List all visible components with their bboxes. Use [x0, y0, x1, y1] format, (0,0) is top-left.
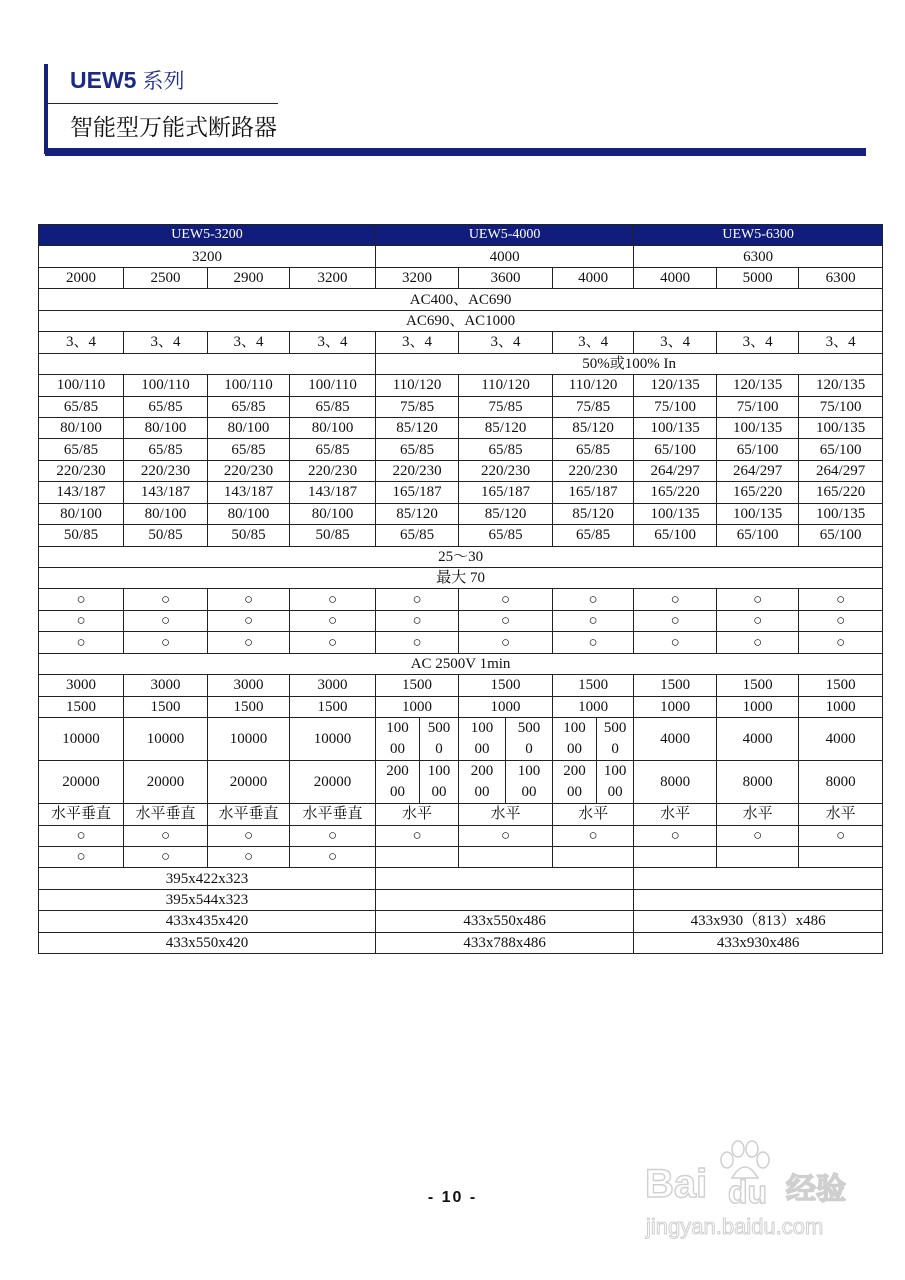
table-cell: 水平	[553, 804, 634, 825]
table-cell: 85/120	[376, 503, 459, 524]
empty-cell	[376, 889, 634, 910]
table-cell: 65/85	[290, 439, 376, 460]
included-mark-cell: ○	[124, 846, 208, 867]
table-row	[39, 889, 883, 910]
table-cell: 65/85	[459, 439, 553, 460]
table-row	[39, 761, 883, 804]
table-cell: 85/120	[553, 503, 634, 524]
table-cell: 3000	[290, 675, 376, 696]
table-row	[39, 546, 883, 567]
included-mark-cell: ○	[39, 825, 124, 846]
included-mark-cell: ○	[459, 589, 553, 610]
table-cell: 75/100	[717, 396, 799, 417]
table-cell: 143/187	[290, 482, 376, 503]
table-row	[39, 353, 883, 374]
table-cell: 2000	[39, 267, 124, 288]
included-mark-cell: ○	[376, 589, 459, 610]
table-row	[39, 932, 883, 953]
wrapped-cell-value: 10000	[563, 720, 586, 758]
table-cell: 10000	[124, 718, 208, 761]
table-row	[39, 804, 883, 825]
table-cell: 80/100	[39, 417, 124, 438]
table-cell: 143/187	[39, 482, 124, 503]
table-cell: 65/85	[124, 439, 208, 460]
table-cell: 85/120	[376, 417, 459, 438]
included-mark-cell: ○	[553, 589, 634, 610]
table-cell: 1500	[124, 696, 208, 717]
table-cell: 85/120	[553, 417, 634, 438]
table-cell: 1500	[717, 675, 799, 696]
table-row	[39, 417, 883, 438]
table-cell: 4000	[634, 267, 717, 288]
wrapped-cell-value: 10000	[517, 763, 541, 801]
empty-cell	[717, 846, 799, 867]
model-header-cell: UEW5-6300	[634, 225, 883, 246]
table-cell: 3、4	[553, 332, 634, 353]
table-cell: 4000	[799, 718, 883, 761]
table-cell: 20000	[208, 761, 290, 804]
included-mark-cell: ○	[459, 825, 553, 846]
table-cell: 110/120	[553, 375, 634, 396]
table-cell: 50%或100% In	[376, 353, 883, 374]
table-cell: 65/100	[799, 439, 883, 460]
included-mark-cell: ○	[634, 589, 717, 610]
table-cell: 100/135	[717, 503, 799, 524]
included-mark-cell: ○	[376, 825, 459, 846]
included-mark-cell: ○	[717, 589, 799, 610]
table-cell: 100/110	[124, 375, 208, 396]
table-cell: 433x930x486	[634, 932, 883, 953]
empty-cell	[799, 846, 883, 867]
included-mark-cell: ○	[208, 825, 290, 846]
table-row	[39, 610, 883, 631]
table-cell: 165/187	[553, 482, 634, 503]
table-cell: 25～30	[39, 546, 883, 567]
wrapped-cell-value: 5000	[517, 720, 541, 758]
included-mark-cell: ○	[39, 589, 124, 610]
model-header-cell: UEW5-4000	[376, 225, 634, 246]
table-cell: 75/100	[634, 396, 717, 417]
table-cell: 65/85	[290, 396, 376, 417]
table-cell: 1500	[39, 696, 124, 717]
model-header-cell: UEW5-3200	[39, 225, 376, 246]
table-cell	[420, 718, 459, 761]
included-mark-cell: ○	[376, 632, 459, 653]
empty-cell	[459, 846, 553, 867]
table-cell: 110/120	[376, 375, 459, 396]
empty-cell	[634, 868, 883, 889]
spec-table-body	[39, 225, 883, 954]
table-cell: 3、4	[799, 332, 883, 353]
table-cell: 165/220	[717, 482, 799, 503]
table-cell: 100/135	[799, 503, 883, 524]
included-mark-cell: ○	[208, 846, 290, 867]
included-mark-cell: ○	[799, 632, 883, 653]
table-row	[39, 868, 883, 889]
table-cell: 1500	[208, 696, 290, 717]
wrapped-cell-value: 5000	[603, 720, 627, 758]
table-cell: 3200	[376, 267, 459, 288]
table-cell: 1500	[290, 696, 376, 717]
table-row	[39, 632, 883, 653]
table-row	[39, 525, 883, 546]
table-cell: 65/85	[376, 439, 459, 460]
table-cell: 20000	[39, 761, 124, 804]
table-cell: 80/100	[290, 417, 376, 438]
table-cell: 75/85	[553, 396, 634, 417]
table-cell: 100/110	[39, 375, 124, 396]
table-cell: 8000	[717, 761, 799, 804]
watermark-brand-right: du	[728, 1174, 768, 1210]
table-cell: 220/230	[459, 460, 553, 481]
table-row	[39, 310, 883, 331]
included-mark-cell: ○	[459, 610, 553, 631]
table-cell: 20000	[124, 761, 208, 804]
table-cell: 65/100	[717, 439, 799, 460]
table-cell: 100/135	[634, 503, 717, 524]
table-cell: 5000	[717, 267, 799, 288]
wrapped-cell-value: 10000	[427, 763, 451, 801]
table-cell: 65/85	[208, 396, 290, 417]
table-cell: 3、4	[39, 332, 124, 353]
table-cell: 395x544x323	[39, 889, 376, 910]
table-cell: 220/230	[290, 460, 376, 481]
table-cell: 143/187	[124, 482, 208, 503]
table-cell: 1500	[634, 675, 717, 696]
table-cell: 85/120	[459, 417, 553, 438]
table-cell: 1500	[799, 675, 883, 696]
table-cell: 水平	[799, 804, 883, 825]
table-cell: 120/135	[799, 375, 883, 396]
table-cell: 100/135	[634, 417, 717, 438]
table-cell: 3、4	[208, 332, 290, 353]
table-row	[39, 482, 883, 503]
watermark-url: jingyan.baidu.com	[646, 1214, 824, 1239]
table-cell	[506, 761, 553, 804]
table-cell: 1000	[459, 696, 553, 717]
wrapped-cell-value: 10000	[386, 720, 409, 758]
table-cell: 水平垂直	[124, 804, 208, 825]
included-mark-cell: ○	[208, 589, 290, 610]
table-cell	[597, 761, 634, 804]
table-cell: 4000	[376, 246, 634, 267]
empty-cell	[553, 846, 634, 867]
table-cell: 433x550x420	[39, 932, 376, 953]
page-title: 智能型万能式断路器	[70, 115, 277, 141]
table-row	[39, 460, 883, 481]
table-cell: 水平垂直	[290, 804, 376, 825]
table-row	[39, 911, 883, 932]
table-cell: 50/85	[39, 525, 124, 546]
table-cell: 264/297	[634, 460, 717, 481]
included-mark-cell: ○	[717, 610, 799, 631]
included-mark-cell: ○	[208, 610, 290, 631]
table-row	[39, 375, 883, 396]
table-cell: 433x788x486	[376, 932, 634, 953]
table-cell: 3000	[124, 675, 208, 696]
table-cell: 220/230	[376, 460, 459, 481]
table-cell	[597, 718, 634, 761]
included-mark-cell: ○	[634, 610, 717, 631]
table-cell: 65/85	[39, 396, 124, 417]
table-cell: 80/100	[208, 417, 290, 438]
table-cell: 3、4	[376, 332, 459, 353]
included-mark-cell: ○	[376, 610, 459, 631]
table-row	[39, 696, 883, 717]
table-cell: 1000	[799, 696, 883, 717]
header-divider-bar	[45, 148, 866, 156]
table-cell: 264/297	[799, 460, 883, 481]
title-underline	[45, 103, 278, 104]
table-cell: 75/85	[376, 396, 459, 417]
series-suffix: 系列	[142, 69, 185, 93]
table-cell: 水平	[634, 804, 717, 825]
included-mark-cell: ○	[553, 610, 634, 631]
table-cell	[506, 718, 553, 761]
table-cell: 50/85	[124, 525, 208, 546]
included-mark-cell: ○	[799, 825, 883, 846]
table-cell: 3600	[459, 267, 553, 288]
table-cell: 8000	[799, 761, 883, 804]
table-cell: 100/110	[208, 375, 290, 396]
included-mark-cell: ○	[124, 632, 208, 653]
included-mark-cell: ○	[39, 632, 124, 653]
series-code: UEW5	[70, 67, 137, 93]
table-cell: 1000	[717, 696, 799, 717]
table-cell: 2500	[124, 267, 208, 288]
table-cell: 6300	[799, 267, 883, 288]
table-cell: 65/85	[459, 525, 553, 546]
table-cell: 65/85	[553, 525, 634, 546]
included-mark-cell: ○	[799, 610, 883, 631]
wrapped-cell-value: 20000	[470, 763, 494, 801]
included-mark-cell: ○	[799, 589, 883, 610]
table-cell: 85/120	[459, 503, 553, 524]
included-mark-cell: ○	[717, 825, 799, 846]
included-mark-cell: ○	[290, 610, 376, 631]
table-cell: 1500	[376, 675, 459, 696]
table-cell: 100/110	[290, 375, 376, 396]
included-mark-cell: ○	[717, 632, 799, 653]
table-cell: 110/120	[459, 375, 553, 396]
included-mark-cell: ○	[208, 632, 290, 653]
table-cell: 433x435x420	[39, 911, 376, 932]
table-cell: 6300	[634, 246, 883, 267]
table-cell	[376, 718, 420, 761]
table-cell: 65/100	[634, 439, 717, 460]
table-row	[39, 439, 883, 460]
included-mark-cell: ○	[124, 825, 208, 846]
table-cell: 3、4	[459, 332, 553, 353]
included-mark-cell: ○	[290, 825, 376, 846]
spec-table	[38, 224, 883, 954]
table-cell: 4000	[634, 718, 717, 761]
table-cell: AC 2500V 1min	[39, 653, 883, 674]
table-cell: 80/100	[39, 503, 124, 524]
table-cell: 65/85	[553, 439, 634, 460]
table-cell: 65/85	[376, 525, 459, 546]
table-cell: 水平垂直	[208, 804, 290, 825]
empty-cell	[634, 846, 717, 867]
table-cell: 65/100	[717, 525, 799, 546]
table-cell	[420, 761, 459, 804]
table-cell: 143/187	[208, 482, 290, 503]
table-row	[39, 653, 883, 674]
table-cell: 220/230	[124, 460, 208, 481]
table-row	[39, 718, 883, 761]
table-cell	[553, 718, 597, 761]
table-cell: 75/100	[799, 396, 883, 417]
table-header-row	[39, 225, 883, 246]
watermark-brand-cn: 经验	[786, 1172, 846, 1207]
table-cell: 65/85	[39, 439, 124, 460]
wrapped-cell-value: 10000	[470, 720, 494, 758]
included-mark-cell: ○	[124, 589, 208, 610]
table-cell: 395x422x323	[39, 868, 376, 889]
table-cell: 水平	[459, 804, 553, 825]
table-cell: 1000	[553, 696, 634, 717]
included-mark-cell: ○	[124, 610, 208, 631]
table-cell: 80/100	[124, 503, 208, 524]
table-cell: 10000	[39, 718, 124, 761]
table-cell: 433x930（813）x486	[634, 911, 883, 932]
table-cell: 75/85	[459, 396, 553, 417]
empty-cell	[634, 889, 883, 910]
table-cell: 165/220	[799, 482, 883, 503]
table-cell: 50/85	[290, 525, 376, 546]
included-mark-cell: ○	[553, 632, 634, 653]
table-cell: 100/135	[717, 417, 799, 438]
table-cell: 65/85	[208, 439, 290, 460]
table-row	[39, 246, 883, 267]
table-cell: 220/230	[553, 460, 634, 481]
included-mark-cell: ○	[634, 825, 717, 846]
table-cell: 4000	[553, 267, 634, 288]
table-cell: 1500	[459, 675, 553, 696]
empty-cell	[376, 846, 459, 867]
table-row	[39, 568, 883, 589]
table-cell: 80/100	[290, 503, 376, 524]
table-cell: 水平垂直	[39, 804, 124, 825]
table-cell	[459, 718, 506, 761]
table-cell: AC400、AC690	[39, 289, 883, 310]
included-mark-cell: ○	[290, 632, 376, 653]
table-row	[39, 589, 883, 610]
table-cell: 3000	[208, 675, 290, 696]
table-cell: 3、4	[290, 332, 376, 353]
table-cell: 1500	[553, 675, 634, 696]
table-cell: 3、4	[717, 332, 799, 353]
table-row	[39, 267, 883, 288]
table-cell: 165/187	[459, 482, 553, 503]
table-cell: 264/297	[717, 460, 799, 481]
table-cell: 65/100	[799, 525, 883, 546]
header-accent-bar	[44, 64, 48, 154]
wrapped-cell-value: 20000	[386, 763, 409, 801]
table-cell: 3000	[39, 675, 124, 696]
table-cell: 433x550x486	[376, 911, 634, 932]
table-cell: 120/135	[717, 375, 799, 396]
table-cell: 4000	[717, 718, 799, 761]
included-mark-cell: ○	[39, 846, 124, 867]
table-cell: 3、4	[124, 332, 208, 353]
table-cell	[553, 761, 597, 804]
table-cell: 220/230	[208, 460, 290, 481]
empty-cell	[376, 868, 634, 889]
table-cell: 220/230	[39, 460, 124, 481]
included-mark-cell: ○	[290, 846, 376, 867]
table-row	[39, 503, 883, 524]
table-cell: 20000	[290, 761, 376, 804]
table-cell: 65/85	[124, 396, 208, 417]
table-cell: 80/100	[124, 417, 208, 438]
table-cell: 10000	[208, 718, 290, 761]
table-cell: 水平	[717, 804, 799, 825]
table-row	[39, 289, 883, 310]
table-cell: AC690、AC1000	[39, 310, 883, 331]
included-mark-cell: ○	[290, 589, 376, 610]
table-cell	[459, 761, 506, 804]
table-cell: 120/135	[634, 375, 717, 396]
wrapped-cell-value: 5000	[427, 720, 451, 758]
table-cell	[376, 761, 420, 804]
table-cell: 水平	[376, 804, 459, 825]
watermark-brand-left: Bai	[645, 1162, 708, 1206]
table-cell: 1000	[376, 696, 459, 717]
table-cell: 3200	[39, 246, 376, 267]
table-cell: 1000	[634, 696, 717, 717]
included-mark-cell: ○	[634, 632, 717, 653]
table-cell: 8000	[634, 761, 717, 804]
included-mark-cell: ○	[553, 825, 634, 846]
table-cell: 10000	[290, 718, 376, 761]
table-row	[39, 675, 883, 696]
table-row	[39, 846, 883, 867]
page-number: - 10 -	[427, 1189, 478, 1206]
table-cell: 65/100	[634, 525, 717, 546]
included-mark-cell: ○	[39, 610, 124, 631]
wrapped-cell-value: 20000	[563, 763, 586, 801]
table-cell: 165/187	[376, 482, 459, 503]
included-mark-cell: ○	[459, 632, 553, 653]
series-title	[70, 65, 184, 99]
table-cell: 3、4	[634, 332, 717, 353]
table-row	[39, 332, 883, 353]
table-cell: 最大 70	[39, 568, 883, 589]
table-row	[39, 825, 883, 846]
empty-cell	[39, 353, 376, 374]
wrapped-cell-value: 10000	[603, 763, 627, 801]
table-row	[39, 396, 883, 417]
table-cell: 2900	[208, 267, 290, 288]
table-cell: 3200	[290, 267, 376, 288]
table-cell: 50/85	[208, 525, 290, 546]
table-cell: 165/220	[634, 482, 717, 503]
table-cell: 80/100	[208, 503, 290, 524]
table-cell: 100/135	[799, 417, 883, 438]
